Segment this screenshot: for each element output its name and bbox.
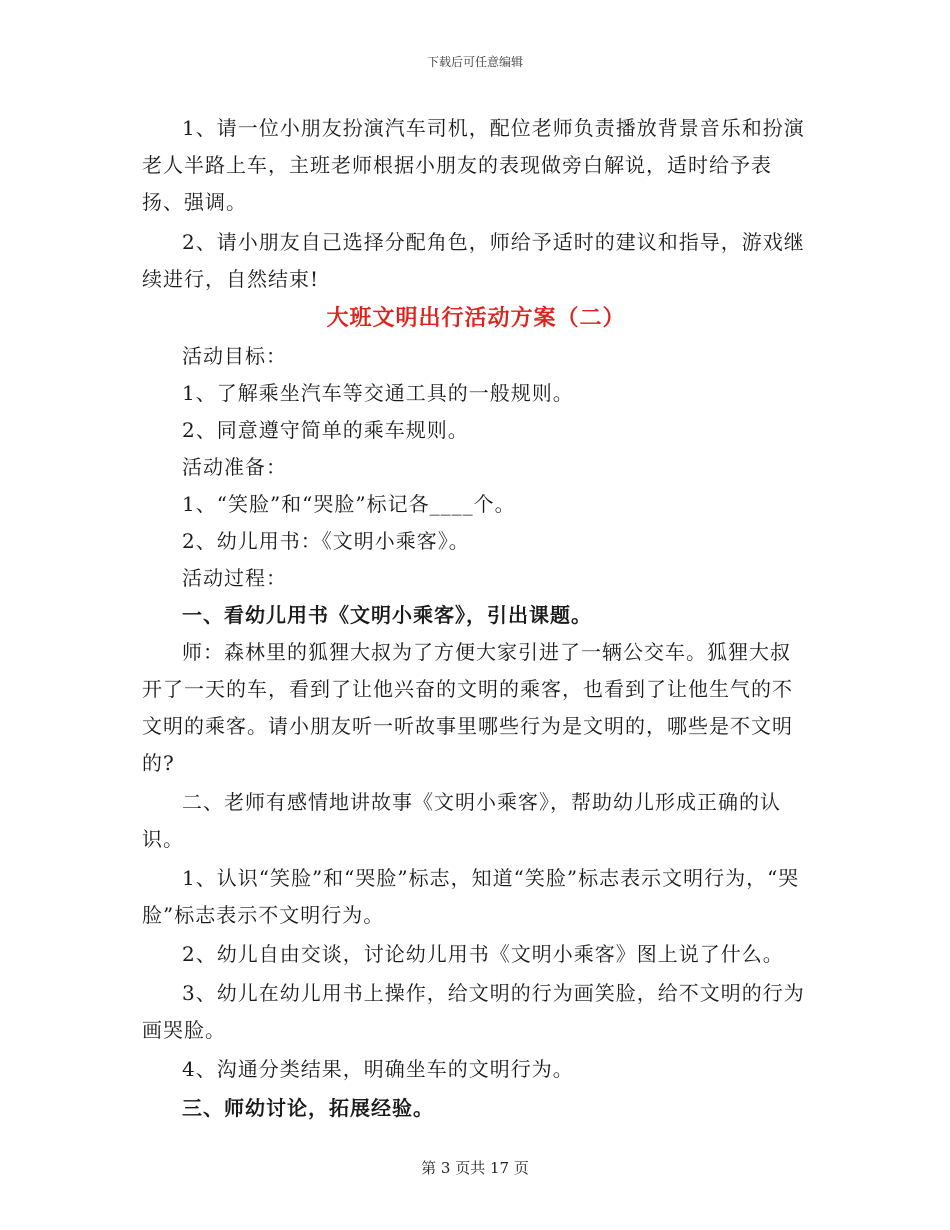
activity-goals-heading: 活动目标：	[182, 344, 287, 368]
goal-2: 2、同意遵守简单的乘车规则。	[182, 418, 469, 442]
paragraph-2: 2、请小朋友自己选择分配角色，师给予适时的建议和指导，游戏继续进行，自然结束!	[142, 230, 805, 291]
page-footer: 第 3 页共 17 页	[421, 1159, 529, 1177]
step-1-heading: 一、看幼儿用书《文明小乘客》，引出课题。	[182, 603, 592, 627]
step-2-item-3: 3、幼儿在幼儿用书上操作，给文明的行为画笑脸，给不文明的行为画哭脸。	[142, 981, 805, 1042]
document-body	[142, 110, 810, 1127]
step-2-item-1: 1、认识“笑脸”和“哭脸”标志，知道“笑脸”标志表示文明行为，“哭脸”标志表示不文明行为。	[142, 866, 800, 927]
activity-prep-heading: 活动准备：	[182, 455, 287, 479]
prep-2: 2、幼儿用书：《文明小乘客》。	[182, 529, 470, 553]
goal-1: 1、了解乘坐汽车等交通工具的一般规则。	[182, 381, 574, 405]
step-2-item-4: 4、沟通分类结果，明确坐车的文明行为。	[182, 1057, 574, 1081]
step-2-item-2: 2、幼儿自由交谈，讨论幼儿用书《文明小乘客》图上说了什么。	[182, 942, 784, 966]
activity-process-heading: 活动过程：	[182, 566, 287, 590]
page-header: 下载后可任意编辑	[426, 55, 523, 69]
paragraph-1: 1、请一位小朋友扮演汽车司机，配位老师负责播放背景音乐和扮演老人半路上车，主班老师根据小朋友的表现做旁白解说，适时给予表扬、强调。	[142, 116, 805, 214]
step-2-heading: 二、老师有感情地讲故事《文明小乘客》，帮助幼儿形成正确的认识。	[142, 790, 781, 851]
section-title: 大班文明出行活动方案（二）	[326, 305, 626, 331]
step-3-heading: 三、师幼讨论，拓展经验。	[182, 1096, 434, 1120]
teacher-intro: 师：森林里的狐狸大叔为了方便大家引进了一辆公交车。狐狸大叔开了一天的车，看到了让他兴奋的文明的乘客，也看到了让他生气的不文明的乘客。请小朋友听一听故事里哪些行为是文明的，哪些是不文明的?	[142, 640, 793, 775]
prep-1: 1、“笑脸”和“哭脸”标记各____个。	[182, 492, 516, 516]
